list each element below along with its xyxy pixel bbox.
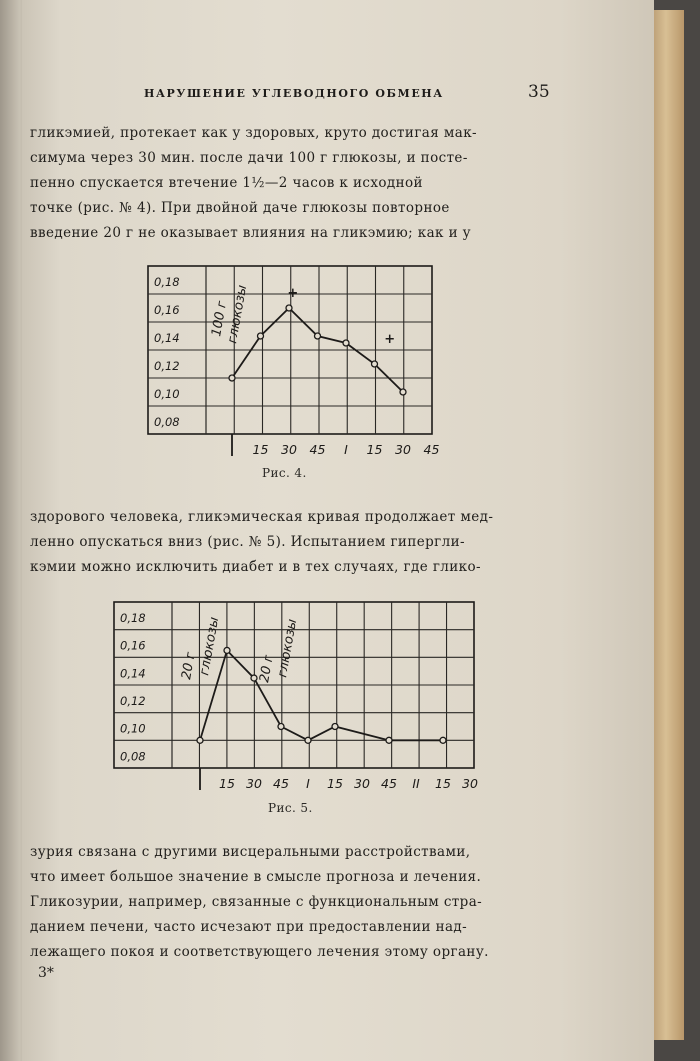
glucose-dose-annotation: 20 г xyxy=(257,653,277,684)
y-tick-label: 0,18 xyxy=(154,275,180,290)
x-tick-label: I xyxy=(344,442,348,457)
y-tick-label: 0,14 xyxy=(120,666,146,681)
x-tick-label: 15 xyxy=(435,776,451,790)
x-tick-label: 15 xyxy=(366,442,383,457)
y-tick-label: 0,14 xyxy=(154,331,180,346)
data-point xyxy=(400,389,406,395)
data-point xyxy=(440,737,446,743)
figure-5-chart xyxy=(108,598,503,790)
text-line: Гликозурии, например, связанные с функциональным стра- xyxy=(30,894,483,910)
text-line: точке (рис. № 4). При двойной даче глюкозы повторное xyxy=(30,200,450,216)
text-line: данием печени, часто исчезают при предоставлении над- xyxy=(30,919,468,935)
y-tick-label: 0,10 xyxy=(120,721,146,736)
book-cover-edge xyxy=(654,10,684,1040)
plus-marker: + xyxy=(384,332,396,347)
x-tick-label: 45 xyxy=(381,776,397,790)
text-line: кэмии можно исключить диабет и в тех случаях, где глико- xyxy=(30,559,481,575)
data-point xyxy=(251,675,257,681)
running-head: НАРУШЕНИЕ УГЛЕВОДНОГО ОБМЕНА xyxy=(144,87,444,100)
x-tick-label: 30 xyxy=(395,442,411,457)
y-tick-label: 0,12 xyxy=(154,359,180,374)
y-tick-label: 0,12 xyxy=(120,693,146,708)
y-tick-label: 0,10 xyxy=(154,387,180,402)
x-tick-label: I xyxy=(306,776,310,790)
x-tick-label: II xyxy=(412,776,420,790)
x-tick-label: 45 xyxy=(423,442,440,457)
text-line: симума через 30 мин. после дачи 100 г глюкозы, и посте- xyxy=(30,150,468,166)
page-number: 35 xyxy=(528,82,550,102)
series-line xyxy=(200,650,443,740)
x-tick-label: 45 xyxy=(309,442,326,457)
text-line: ленно опускаться вниз (рис. № 5). Испытанием гипергли- xyxy=(30,534,465,550)
figure-caption: Рис. 5. xyxy=(268,801,313,815)
data-point xyxy=(278,724,284,730)
y-tick-label: 0,08 xyxy=(120,749,146,764)
text-line: гликэмией, протекает как у здоровых, круто достигая мак- xyxy=(30,125,477,141)
data-point xyxy=(286,305,292,311)
x-tick-label: 15 xyxy=(252,442,269,457)
text-line: зурия связана с другими висцеральными расстройствами, xyxy=(30,844,471,860)
glucose-dose-annotation: 20 г xyxy=(179,650,199,681)
y-tick-label: 0,08 xyxy=(154,415,180,430)
y-tick-label: 0,18 xyxy=(120,610,146,625)
glucose-dose-annotation: глюкозы xyxy=(225,283,251,345)
text-line: лежащего покоя и соответствующего лечения этому органу. xyxy=(30,944,489,960)
glucose-dose-annotation: глюкозы xyxy=(197,615,223,677)
data-point xyxy=(229,375,235,381)
figure-4-chart xyxy=(140,262,440,462)
glucose-dose-annotation: 100 г xyxy=(209,299,231,338)
data-point xyxy=(343,340,349,346)
data-point xyxy=(386,737,392,743)
y-tick-label: 0,16 xyxy=(154,303,180,318)
y-tick-label: 0,16 xyxy=(120,638,146,653)
data-point xyxy=(305,737,311,743)
x-tick-label: 30 xyxy=(281,442,297,457)
glucose-dose-annotation: глюкозы xyxy=(275,617,301,679)
data-point xyxy=(372,361,378,367)
x-tick-label: 15 xyxy=(327,776,343,790)
text-line: что имеет большое значение в смысле прогноза и лечения. xyxy=(30,869,482,885)
text-line: пенно спускается втечение 1½—2 часов к исходной xyxy=(30,175,423,191)
signature-mark: 3* xyxy=(38,965,54,981)
data-point xyxy=(332,724,338,730)
data-point xyxy=(315,333,321,339)
data-point xyxy=(197,737,203,743)
x-tick-label: 30 xyxy=(354,776,370,790)
plus-marker: + xyxy=(287,285,299,301)
text-line: введение 20 г не оказывает влияния на гликэмию; как и у xyxy=(30,225,472,241)
data-point xyxy=(258,333,264,339)
figure-caption: Рис. 4. xyxy=(262,466,307,480)
x-tick-label: 30 xyxy=(246,776,262,790)
text-line: здорового человека, гликэмическая кривая продолжает мед- xyxy=(30,509,494,525)
x-tick-label: 15 xyxy=(219,776,235,790)
x-tick-label: 45 xyxy=(273,776,289,790)
x-tick-label: 30 xyxy=(462,776,478,790)
data-point xyxy=(224,647,230,653)
